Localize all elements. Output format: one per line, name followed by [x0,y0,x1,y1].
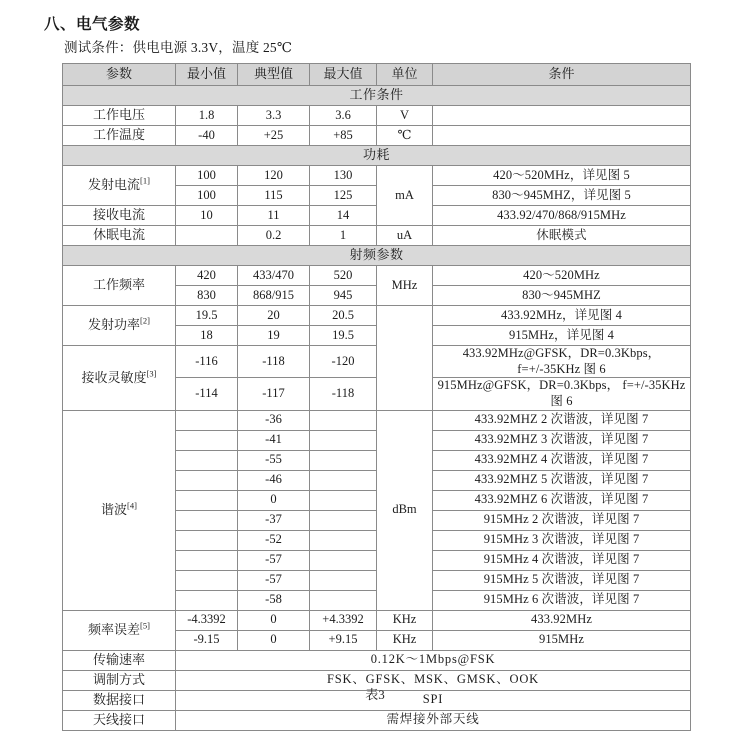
freq-error-max-1: +4.3392 [310,610,377,630]
header-unit: 单位 [377,64,433,86]
op-voltage-condition [433,106,691,126]
harmonics-max-8 [310,550,377,570]
tx-current-condition-2: 830～945MHZ，详见图 5 [433,186,691,206]
freq-error-typ-1: 0 [238,610,310,630]
harmonics-condition-7: 915MHz 3 次谐波，详见图 7 [433,530,691,550]
table-caption: 表3 [365,687,385,702]
table-row [63,410,691,430]
op-temp-typ: +25 [238,126,310,146]
harmonics-label: 谐波 [101,501,128,517]
tx-current-condition-1: 420～520MHz，详见图 5 [433,166,691,186]
header-typ: 典型值 [238,64,310,86]
tx-current-footnote: [1] [140,176,150,187]
table-row [63,266,691,286]
harmonics-min-7 [176,530,238,550]
electrical-spec-table [62,63,691,731]
param-name-op-temp: 工作温度 [63,126,176,146]
tx-rx-current-unit: mA [377,166,433,226]
table-row [63,126,691,146]
harmonics-max-6 [310,510,377,530]
freq-error-footnote: [5] [140,620,150,631]
section-title-rf-parameters: 射频参数 [63,246,691,266]
tx-power-condition-1: 433.92MHz，详见图 4 [433,306,691,326]
data-interface-value: SPI [176,690,691,710]
rx-sensitivity-max-2: -118 [310,378,377,410]
op-freq-unit: MHz [377,266,433,306]
harmonics-min-6 [176,510,238,530]
param-name-sleep-current: 休眠电流 [63,226,176,246]
tx-current-label: 发射电流 [88,177,141,193]
freq-error-label: 频率误差 [88,621,141,637]
op-temp-min: -40 [176,126,238,146]
tx-power-typ-1: 20 [238,306,310,326]
tx-power-typ-2: 19 [238,326,310,346]
rx-sensitivity-condition-2: 915MHz@GFSK，DR=0.3Kbps， f=+/-35KHz 图 6 [433,378,691,410]
table-row [63,610,691,630]
harmonics-condition-3: 433.92MHZ 4 次谐波，详见图 7 [433,450,691,470]
harmonics-typ-7: -52 [238,530,310,550]
page-title: 八、电气参数 [44,16,141,33]
harmonics-min-1 [176,410,238,430]
tx-current-typ-1: 120 [238,166,310,186]
table-header-row [63,64,691,86]
harmonics-typ-6: -37 [238,510,310,530]
sleep-current-condition: 休眠模式 [433,226,691,246]
freq-error-max-2: +9.15 [310,630,377,650]
op-temp-unit: ℃ [377,126,433,146]
op-freq-typ-2: 868/915 [238,286,310,306]
rx-sensitivity-condition-1: 433.92MHz@GFSK，DR=0.3Kbps， f=+/-35KHz 图 6 [433,346,691,378]
rx-current-min: 10 [176,206,238,226]
harmonics-min-3 [176,450,238,470]
harmonics-condition-1: 433.92MHZ 2 次谐波，详见图 7 [433,410,691,430]
op-freq-min-1: 420 [176,266,238,286]
tx-current-typ-2: 115 [238,186,310,206]
tx-current-min-2: 100 [176,186,238,206]
tx-current-min-1: 100 [176,166,238,186]
tx-power-condition-2: 915MHz，详见图 4 [433,326,691,346]
tx-power-min-1: 19.5 [176,306,238,326]
freq-error-typ-2: 0 [238,630,310,650]
op-freq-max-2: 945 [310,286,377,306]
harmonics-typ-5: 0 [238,490,310,510]
param-name-tx-power [63,306,176,346]
tx-power-label: 发射功率 [88,317,141,333]
param-name-data-interface: 数据接口 [63,690,176,710]
harmonics-condition-9: 915MHz 5 次谐波，详见图 7 [433,570,691,590]
harmonics-max-1 [310,410,377,430]
harmonics-footnote: [4] [127,500,137,511]
table-row [63,306,691,326]
section-row-operating-conditions [63,86,691,106]
header-min: 最小值 [176,64,238,86]
table-row [63,166,691,186]
tx-power-max-1: 20.5 [310,306,377,326]
op-voltage-unit: V [377,106,433,126]
harmonics-typ-8: -57 [238,550,310,570]
data-rate-value: 0.12K～1Mbps@FSK [176,650,691,670]
param-name-antenna-interface: 天线接口 [63,710,176,730]
op-freq-typ-1: 433/470 [238,266,310,286]
tx-power-sensitivity-unit [377,306,433,411]
param-name-data-rate: 传输速率 [63,650,176,670]
harmonics-typ-10: -58 [238,590,310,610]
table-row [63,650,691,670]
param-name-rx-current: 接收电流 [63,206,176,226]
freq-error-min-1: -4.3392 [176,610,238,630]
table-row [63,710,691,730]
harmonics-min-4 [176,470,238,490]
harmonics-condition-2: 433.92MHZ 3 次谐波，详见图 7 [433,430,691,450]
tx-power-footnote: [2] [140,316,150,327]
param-name-tx-current [63,166,176,206]
tx-current-max-1: 130 [310,166,377,186]
rx-current-typ: 11 [238,206,310,226]
table-row [63,226,691,246]
op-voltage-min: 1.8 [176,106,238,126]
freq-error-unit-2: KHz [377,630,433,650]
rx-sensitivity-typ-2: -117 [238,378,310,410]
op-voltage-typ: 3.3 [238,106,310,126]
freq-error-condition-1: 433.92MHz [433,610,691,630]
op-temp-condition [433,126,691,146]
harmonics-condition-4: 433.92MHZ 5 次谐波，详见图 7 [433,470,691,490]
sleep-current-min [176,226,238,246]
table-row [63,106,691,126]
op-freq-condition-1: 420～520MHz [433,266,691,286]
harmonics-condition-5: 433.92MHZ 6 次谐波，详见图 7 [433,490,691,510]
section-row-rf-parameters [63,246,691,266]
header-parameter: 参数 [63,64,176,86]
rx-sensitivity-min-2: -114 [176,378,238,410]
harmonics-typ-1: -36 [238,410,310,430]
op-voltage-max: 3.6 [310,106,377,126]
rx-sensitivity-min-1: -116 [176,346,238,378]
section-title-operating-conditions: 工作条件 [63,86,691,106]
rx-sensitivity-max-1: -120 [310,346,377,378]
harmonics-typ-3: -55 [238,450,310,470]
rx-sensitivity-footnote: [3] [146,368,157,379]
op-temp-max: +85 [310,126,377,146]
section-row-power-consumption [63,146,691,166]
op-freq-max-1: 520 [310,266,377,286]
harmonics-typ-2: -41 [238,430,310,450]
param-name-harmonics [63,410,176,610]
op-freq-min-2: 830 [176,286,238,306]
harmonics-max-9 [310,570,377,590]
sleep-current-typ: 0.2 [238,226,310,246]
harmonics-typ-4: -46 [238,470,310,490]
op-freq-condition-2: 830～945MHZ [433,286,691,306]
harmonics-max-2 [310,430,377,450]
electrical-spec-table-wrapper [62,63,690,731]
freq-error-condition-2: 915MHz [433,630,691,650]
harmonics-typ-9: -57 [238,570,310,590]
modulation-value: FSK、GFSK、MSK、GMSK、OOK [176,670,691,690]
test-condition-line: 测试条件：供电电源 3.3V，温度 25℃ [64,40,293,55]
header-condition: 条件 [433,64,691,86]
harmonics-min-2 [176,430,238,450]
param-name-freq-error [63,610,176,650]
harmonics-condition-10: 915MHz 6 次谐波，详见图 7 [433,590,691,610]
param-name-rx-sensitivity [63,346,176,411]
harmonics-max-10 [310,590,377,610]
harmonics-min-9 [176,570,238,590]
section-title-power-consumption: 功耗 [63,146,691,166]
freq-error-unit-1: KHz [377,610,433,630]
harmonics-condition-8: 915MHz 4 次谐波，详见图 7 [433,550,691,570]
harmonics-min-10 [176,590,238,610]
freq-error-min-2: -9.15 [176,630,238,650]
sleep-current-unit: uA [377,226,433,246]
tx-power-min-2: 18 [176,326,238,346]
harmonics-condition-6: 915MHz 2 次谐波，详见图 7 [433,510,691,530]
param-name-modulation: 调制方式 [63,670,176,690]
harmonics-min-5 [176,490,238,510]
harmonics-max-5 [310,490,377,510]
tx-current-max-2: 125 [310,186,377,206]
harmonics-max-4 [310,470,377,490]
tx-power-max-2: 19.5 [310,326,377,346]
rx-sensitivity-typ-1: -118 [238,346,310,378]
header-max: 最大值 [310,64,377,86]
rx-current-max: 14 [310,206,377,226]
rx-current-condition: 433.92/470/868/915MHz [433,206,691,226]
harmonics-max-3 [310,450,377,470]
rx-sensitivity-label: 接收灵敏度 [81,369,147,385]
harmonics-unit: dBm [377,410,433,610]
param-name-op-freq: 工作频率 [63,266,176,306]
antenna-interface-value: 需焊接外部天线 [176,710,691,730]
harmonics-max-7 [310,530,377,550]
sleep-current-max: 1 [310,226,377,246]
param-name-op-voltage: 工作电压 [63,106,176,126]
harmonics-min-8 [176,550,238,570]
